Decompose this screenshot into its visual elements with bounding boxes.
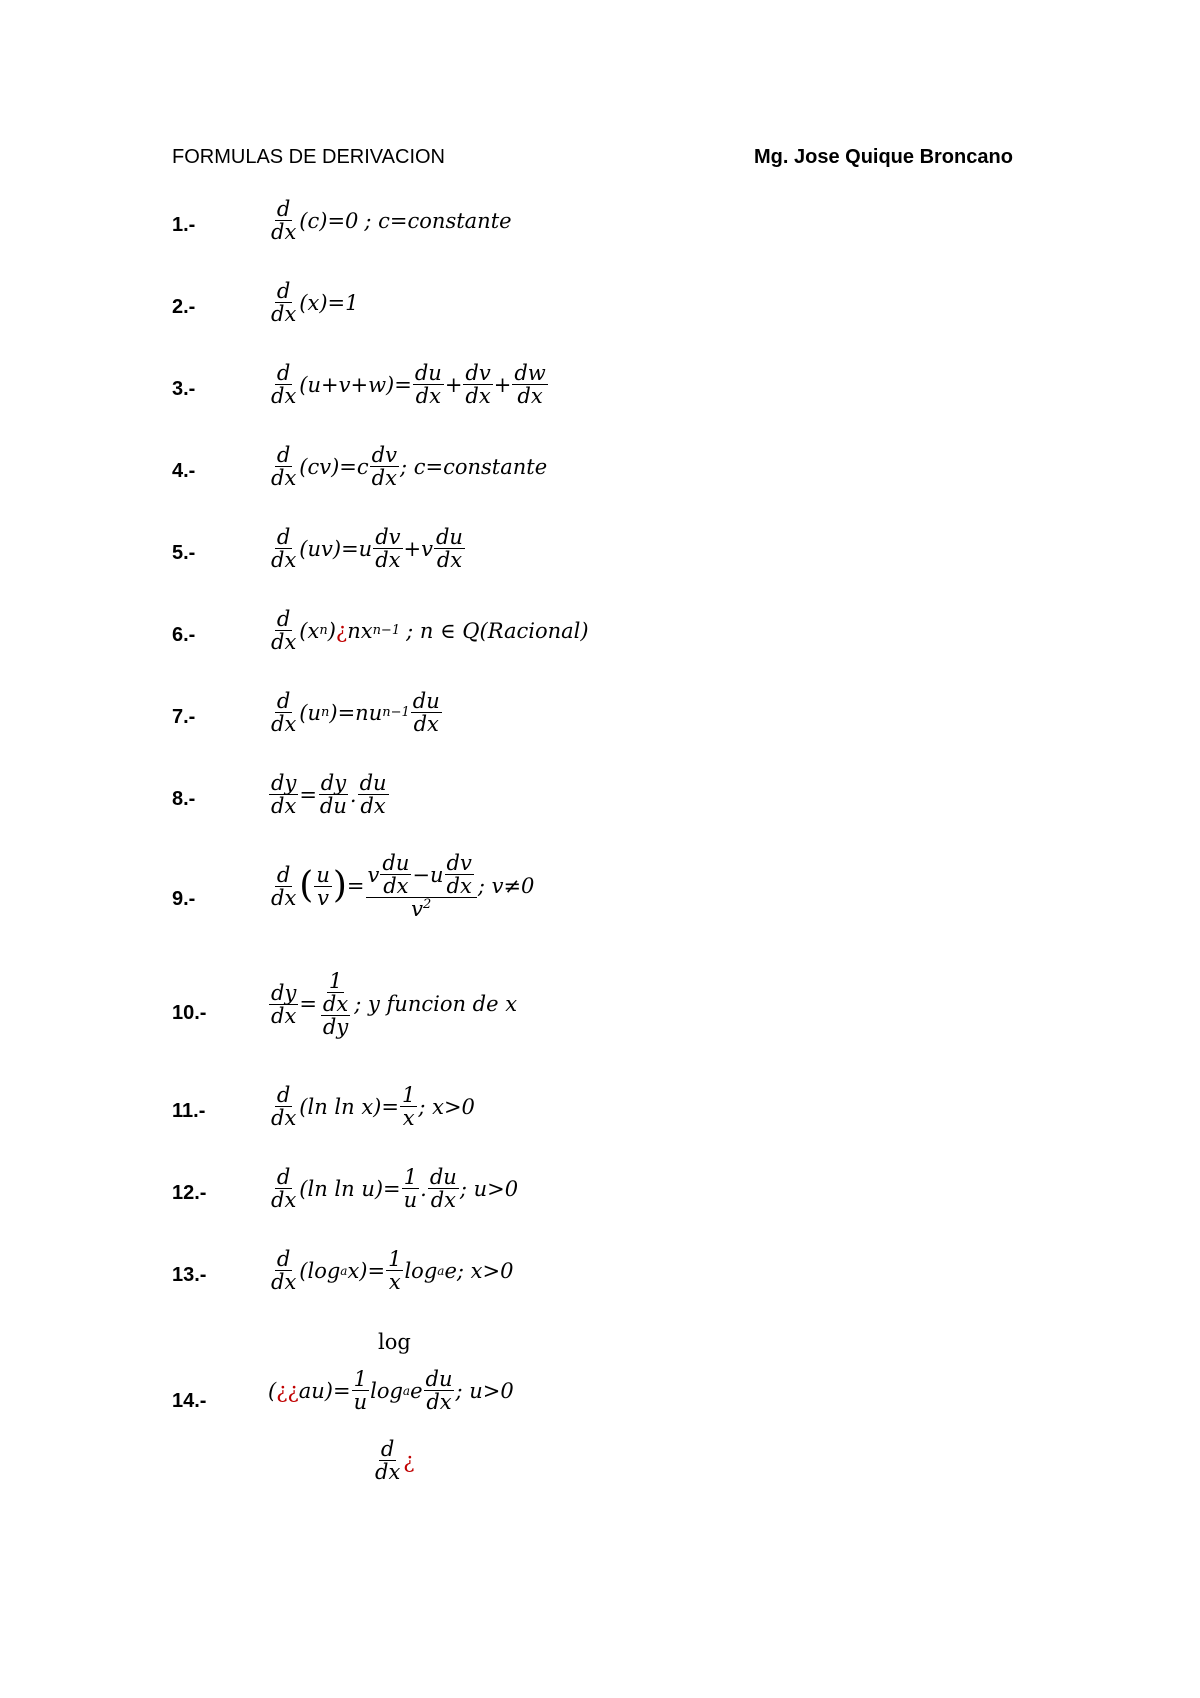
- formula-number: 9.-: [172, 888, 196, 910]
- formula-number: 5.-: [172, 542, 196, 564]
- formula-number: 14.-: [172, 1390, 207, 1412]
- fraction: $\frac{dy}{dx}$: [271, 980, 297, 1028]
- fraction: $\frac{d}{dx}$: [271, 279, 297, 327]
- fraction: $\frac{1}{x}$: [401, 1083, 416, 1131]
- page-title: FORMULAS DE DERIVACION: [172, 146, 445, 168]
- formula-11: $\frac{d}{dx}$ (ln ln x)= $\frac{1}{x}$ ; x>0: [271, 1083, 475, 1131]
- formula-number: 12.-: [172, 1182, 207, 1204]
- fraction: $\frac{d}{dx}$: [271, 689, 297, 737]
- broken-glyph: ¿¿: [276, 1378, 299, 1403]
- fraction: $\frac{u}{v}$: [316, 862, 330, 910]
- fraction: $\frac{d}{dx}$: [271, 443, 297, 491]
- formula-13: $\frac{d}{dx}$ (log a x)= $\frac{1}{x}$ log a e ; x>0: [271, 1247, 514, 1295]
- formula-number: 6.-: [172, 624, 196, 646]
- formula-8: $\frac{dy}{dx}$ = $\frac{dy}{du}$ . $\frac{du}{dx}$: [271, 771, 387, 819]
- formula-5: $\frac{d}{dx}$ (uv)=u $\frac{dv}{dx}$ +v $\frac{du}{dx}$: [271, 525, 463, 573]
- formula-number: 11.-: [172, 1100, 206, 1122]
- fraction: $\frac{d}{dx}$: [375, 1437, 401, 1485]
- fraction: $\frac{d}{dx}$: [271, 607, 297, 655]
- fraction: $\frac{1}{u}$: [403, 1165, 418, 1213]
- formula-number: 4.-: [172, 460, 196, 482]
- broken-glyph: ¿: [335, 618, 348, 643]
- fraction: $\frac{du}{dx}$: [414, 361, 442, 409]
- formula-4: $\frac{d}{dx}$ (cv)=c $\frac{dv}{dx}$ ; c=constante: [271, 443, 548, 491]
- fraction: $\frac{du}{dx}$: [429, 1165, 457, 1213]
- formula-6: $\frac{d}{dx}$ (x n ) ¿ nx n−1 ; n ∈ Q(Racional): [271, 607, 589, 655]
- formula-3: $\frac{d}{dx}$ (u+v+w)= $\frac{du}{dx}$ + $\frac{dv}{dx}$ + $\frac{dw}{dx}$: [271, 361, 546, 409]
- formula-9: $\frac{d}{dx}$ ( $\frac{u}{v}$ ) = v $\frac{du}{dx}$ −u $\frac{dv}{dx}$ $v^2$ ; v≠0: [271, 851, 535, 922]
- fraction: $\frac{d}{dx}$: [271, 1083, 297, 1131]
- fraction: $\frac{d}{dx}$: [271, 1165, 297, 1213]
- broken-glyph: ¿: [403, 1448, 415, 1473]
- fraction: $\frac{d}{dx}$: [271, 862, 297, 910]
- fraction: $\frac{1}{u}$: [353, 1367, 368, 1415]
- fraction: $\frac{d}{dx}$: [271, 197, 297, 245]
- formula-number: 8.-: [172, 788, 196, 810]
- fraction: $\frac{d}{dx}$: [271, 361, 297, 409]
- fraction: $\frac{dv}{dx}$: [375, 525, 401, 573]
- fraction: $\frac{dy}{du}$: [319, 771, 347, 819]
- fraction: $\frac{du}{dx}$: [359, 771, 387, 819]
- fraction: $\frac{dv}{dx}$: [465, 361, 491, 409]
- formula-2: $\frac{d}{dx}$ (x)=1: [271, 279, 359, 327]
- formula-number: 7.-: [172, 706, 196, 728]
- fraction: v $\frac{du}{dx}$ −u $\frac{dv}{dx}$ $v^2$: [366, 852, 477, 920]
- fraction: $\frac{1}{x}$: [388, 1247, 402, 1295]
- formula-number: 1.-: [172, 214, 196, 236]
- formula-1: $\frac{d}{dx}$ (c)=0 ; c=constante: [271, 197, 512, 245]
- formula-14: log ( ¿¿ au)= $\frac{1}{u}$ log a e $\frac{du}{dx}$ ; u>0 $\frac{d}{dx}$ ¿: [268, 1330, 514, 1485]
- fraction: $\frac{1}{\frac{dx}{dy}}$: [322, 969, 349, 1040]
- fraction: $\frac{d}{dx}$: [271, 525, 297, 573]
- formula-number: 10.-: [172, 1002, 207, 1024]
- fraction: $\frac{dy}{dx}$: [271, 771, 297, 819]
- formula-number: 3.-: [172, 378, 196, 400]
- fraction: $\frac{d}{dx}$: [271, 1247, 297, 1295]
- fraction: $\frac{du}{dx}$: [425, 1367, 453, 1415]
- fraction: $\frac{dv}{dx}$: [371, 443, 397, 491]
- fraction: $\frac{du}{dx}$: [435, 525, 463, 573]
- formula-12: $\frac{d}{dx}$ (ln ln u)= $\frac{1}{u}$ . $\frac{du}{dx}$ ; u>0: [271, 1165, 519, 1213]
- author: Mg. Jose Quique Broncano: [754, 146, 1013, 168]
- formula-7: $\frac{d}{dx}$ (u n )=nu n−1 $\frac{du}{dx}$: [271, 689, 440, 737]
- formula-10: $\frac{dy}{dx}$ = $\frac{1}{\frac{dx}{dy}}$ ; y funcion de x: [271, 969, 518, 1040]
- fraction: $\frac{dw}{dx}$: [514, 361, 546, 409]
- formula-number: 13.-: [172, 1264, 207, 1286]
- fraction: $\frac{du}{dx}$: [412, 689, 440, 737]
- formula-number: 2.-: [172, 296, 196, 318]
